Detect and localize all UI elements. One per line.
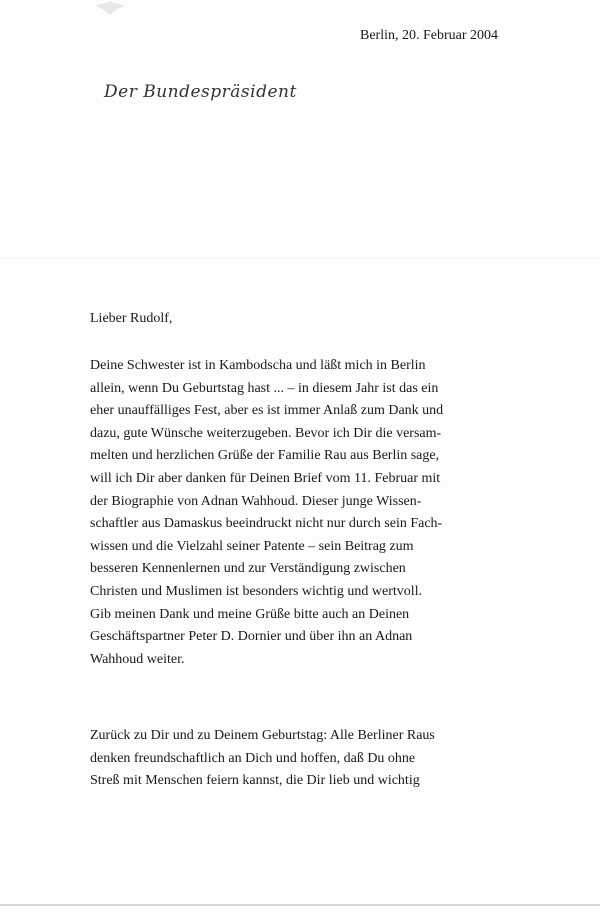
paper-fold-line: [0, 258, 600, 259]
eagle-crest-icon: [92, 0, 128, 16]
text-line: Gib meinen Dank und meine Grüße bitte auch an Deinen: [90, 606, 410, 622]
text-line: allein, wenn Du Geburtstag hast ... – in diesem Jahr ist das ein: [90, 380, 439, 396]
text-line: melten und herzlichen Grüße der Familie Rau aus Berlin sage,: [90, 448, 440, 464]
text-line: Wahhoud weiter.: [90, 651, 185, 667]
text-line: Streß mit Menschen feiern kannst, die Dir lieb und wichtig: [90, 773, 420, 789]
letter-paragraph-1: [90, 355, 443, 671]
page-bottom-edge: [0, 904, 600, 906]
letter-paragraph-2: [90, 725, 435, 793]
text-line: dazu, gute Wünsche weiterzugeben. Bevor ich Dir die versam-: [90, 425, 442, 441]
letter-date: Berlin, 20. Februar 2004: [360, 28, 499, 43]
text-line: Deine Schwester ist in Kambodscha und läßt mich in Berlin: [90, 358, 426, 373]
text-line: will ich Dir aber danken für Deinen Brief vom 11. Februar mit: [90, 470, 441, 486]
letter-greeting: Lieber Rudolf,: [90, 311, 173, 326]
text-line: Geschäftspartner Peter D. Dornier und über ihn an Adnan: [90, 629, 413, 645]
text-line: Zurück zu Dir und zu Deinem Geburtstag: Alle Berliner Raus: [90, 728, 435, 743]
text-line: schaftler aus Damaskus beeindruckt nicht nur durch sein Fach-: [90, 516, 443, 532]
text-line: besseren Kennenlernen und zur Verständigung zwischen: [90, 561, 406, 577]
text-line: der Biographie von Adnan Wahhoud. Dieser junge Wissen-: [90, 493, 422, 509]
text-line: wissen und die Vielzahl seiner Patente – sein Beitrag zum: [90, 538, 414, 554]
text-line: denken freundschaftlich an Dich und hoffen, daß Du ohne: [90, 750, 416, 766]
letterhead-sender: Der Bundespräsident: [104, 82, 297, 102]
text-line: Christen und Muslimen ist besonders wichtig und wertvoll.: [90, 583, 423, 599]
text-line: eher unauffälliges Fest, aber es ist immer Anlaß zum Dank und: [90, 403, 444, 419]
